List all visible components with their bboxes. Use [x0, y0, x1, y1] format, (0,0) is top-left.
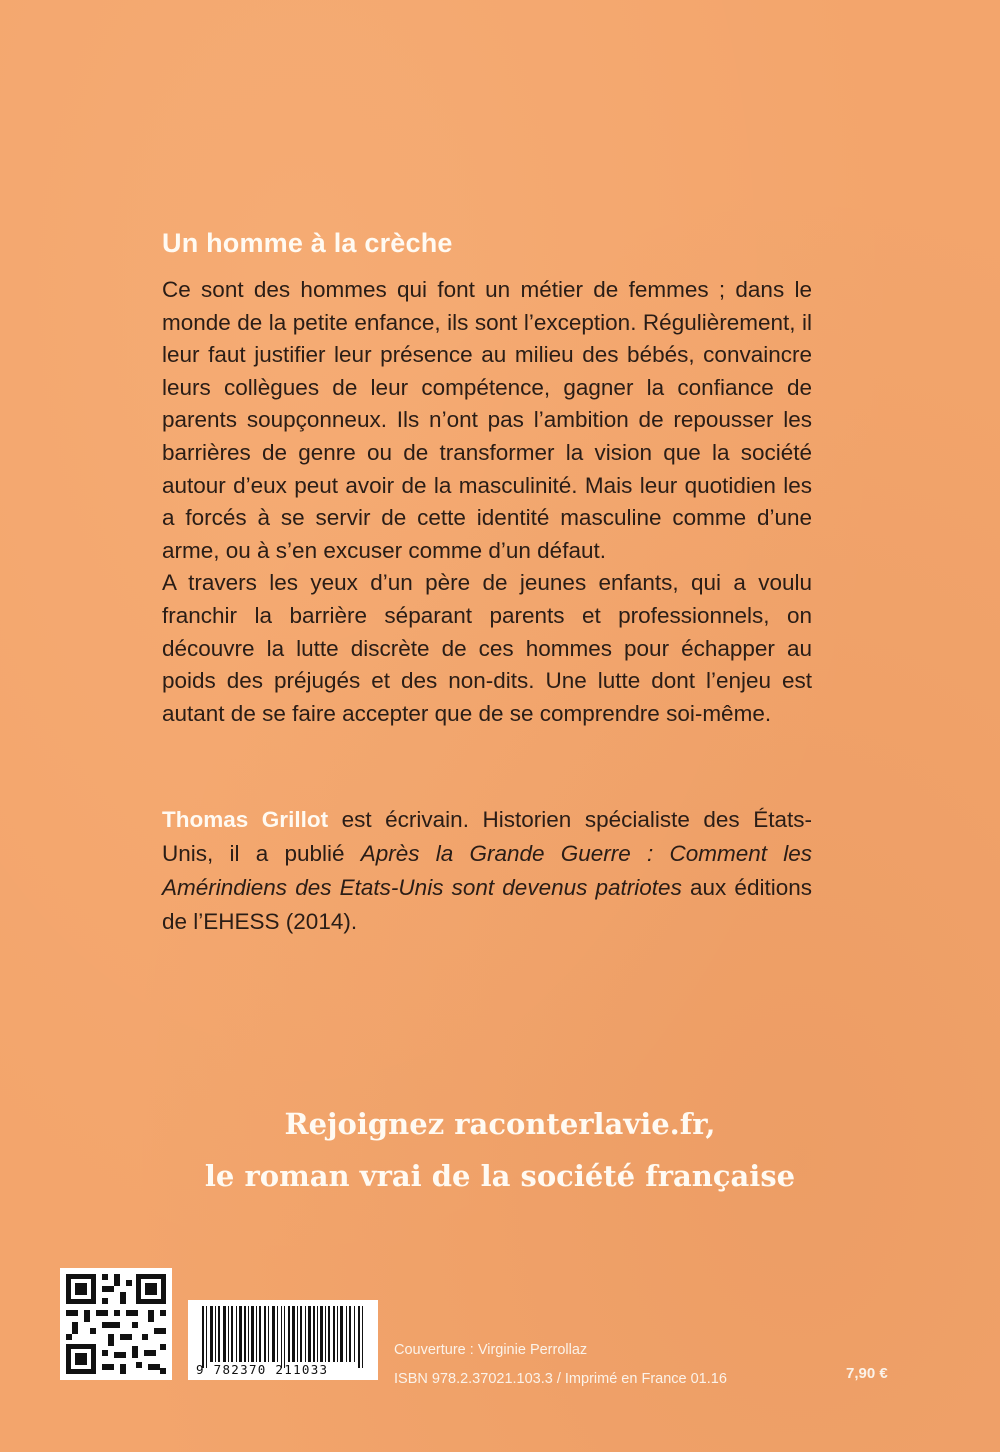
- summary-paragraph-1: Ce sont des hommes qui font un métier de femmes ; dans le monde de la petite enfance, ils sont l’exception. Régulièrement, il leur faut justifier leur présence au milieu des bébés, convaincre leurs collègues de leur compétence, gagner la confiance de parents soupçonneux. Ils n’ont pas l’ambition de repousser les barrières de genre ou de transformer la vision que la société autour d’eux peut avoir de la masculinité. Mais leur quotidien les a forcés à se servir de cette identité masculine comme d’une arme, ou à s’en excuser comme d’un défaut.: [162, 277, 812, 563]
- credits: [394, 1336, 727, 1394]
- author-bio: [162, 803, 812, 939]
- bio-book-title: Après la Grande Guerre : Comment les Amérindiens des Etats-Unis sont devenus patriotes: [162, 841, 812, 900]
- book-title: Un homme à la crèche: [162, 228, 453, 258]
- slogan-line-2: le roman vrai de la société française: [204, 1159, 796, 1193]
- qr-code-icon: [60, 1268, 172, 1380]
- slogan: [0, 1098, 1000, 1202]
- summary-paragraph-2: A travers les yeux d’un père de jeunes enfants, qui a voulu franchir la barrière séparant parents et professionnels, on découvre la lutte discrète de ces hommes pour échapper au poids des préjugés et des non-dits. Une lutte dont l’enjeu est autant de se faire accepter que de se comprendre soi-même.: [162, 570, 812, 726]
- barcode-number: 9 782370 211033: [196, 1362, 329, 1377]
- slogan-line-1: Rejoignez raconterlavie.fr,: [284, 1107, 716, 1141]
- summary-text: [162, 274, 812, 730]
- author-name: Thomas Grillot: [162, 807, 329, 832]
- bio-text-after: aux éditions de l’EHESS (2014).: [162, 875, 812, 934]
- bio-text-before: est écrivain. Historien spécialiste des États-Unis, il a publié: [162, 807, 812, 866]
- cover-credit: Couverture : Virginie Perrollaz: [394, 1342, 588, 1358]
- isbn-line: ISBN 978.2.37021.103.3 / Imprimé en France 01.16: [394, 1371, 727, 1387]
- price: 7,90 €: [846, 1365, 888, 1382]
